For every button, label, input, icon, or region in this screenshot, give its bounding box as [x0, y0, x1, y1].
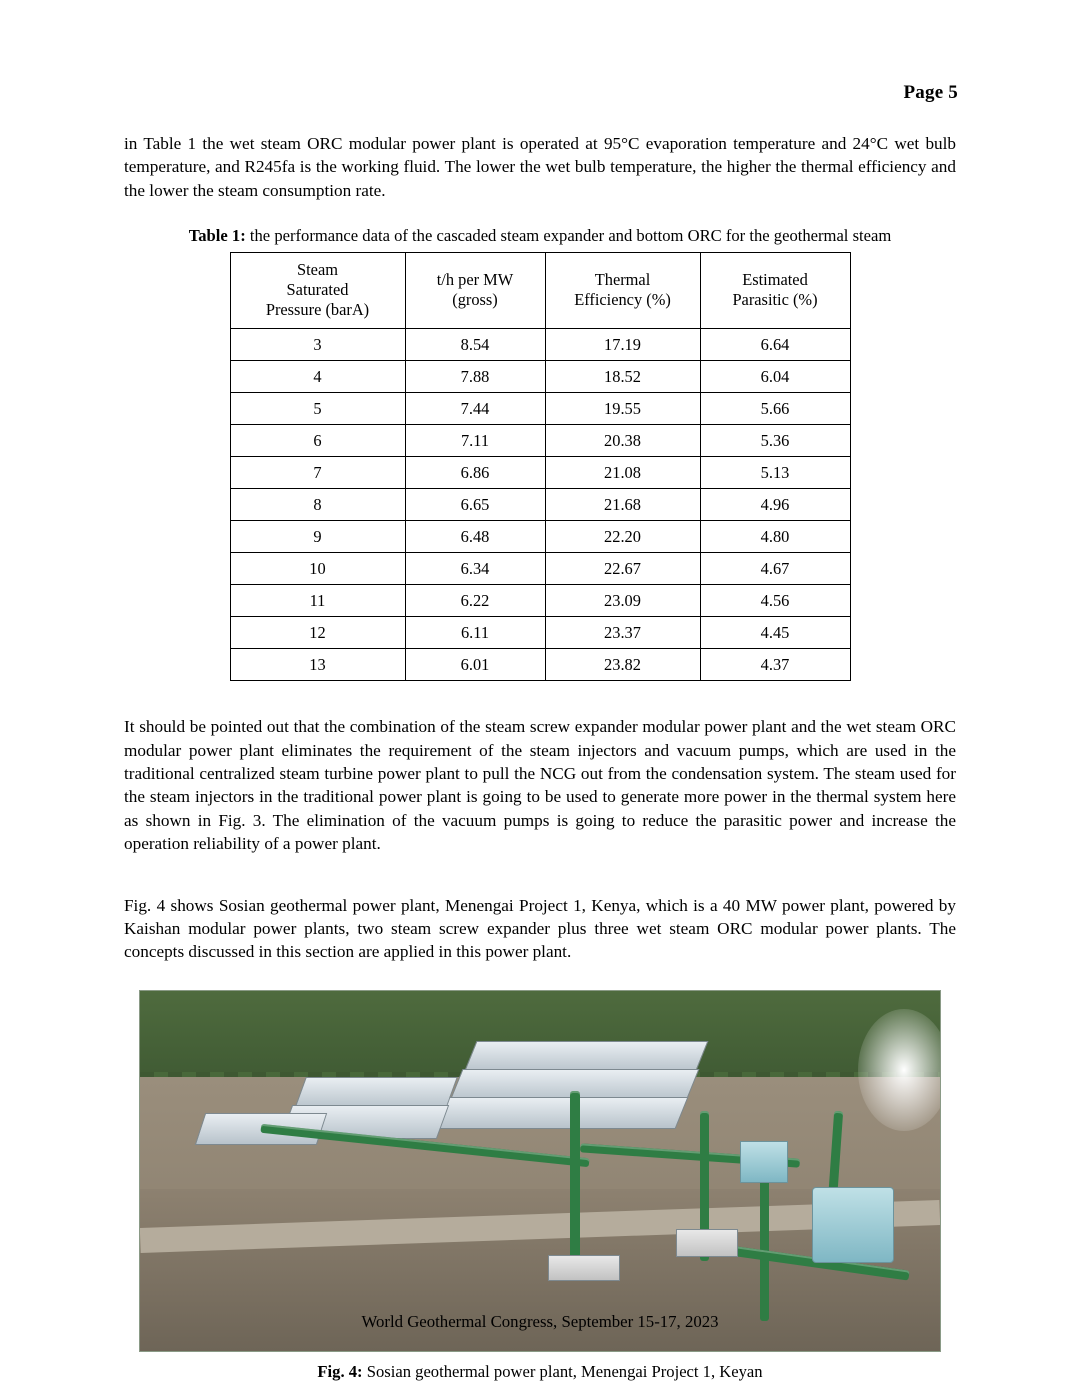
cell-th-per-mw: 7.88: [405, 361, 545, 393]
table-body: [230, 329, 850, 681]
cell-thermal-efficiency: 22.20: [545, 521, 700, 553]
cell-estimated-parasitic: 5.13: [700, 457, 850, 489]
table-row: [230, 457, 850, 489]
cooling-tank: [812, 1187, 894, 1263]
cell-pressure: 5: [230, 393, 405, 425]
header-line: Pressure (barA): [265, 300, 370, 320]
cell-th-per-mw: 6.86: [405, 457, 545, 489]
cell-estimated-parasitic: 6.64: [700, 329, 850, 361]
modular-unit-row: [434, 1097, 689, 1129]
column-header-estimated-parasitic: [700, 253, 850, 329]
cell-thermal-efficiency: 23.09: [545, 585, 700, 617]
paragraph-figure-intro: Fig. 4 shows Sosian geothermal power plant, Menengai Project 1, Kenya, which is a 40 MW power plant, powered by Kaishan modular power plants, two steam screw expander plus three wet steam ORC modular power plants. The concepts discussed in this section are applied in this power plant.: [124, 895, 956, 962]
table-caption-text: the performance data of the cascaded steam expander and bottom ORC for the geothermal steam: [245, 226, 892, 246]
cell-estimated-parasitic: 4.45: [700, 617, 850, 649]
cell-thermal-efficiency: 19.55: [545, 393, 700, 425]
paragraph-intro: in Table 1 the wet steam ORC modular power plant is operated at 95°C evaporation temperature and 24°C wet bulb temperature, and R245fa is the working fluid. The lower the wet bulb temperature, the higher the thermal efficiency and the lower the steam consumption rate.: [124, 134, 956, 200]
header-line: t/h per MW: [436, 270, 514, 290]
table-row: [230, 649, 850, 681]
steam-pipeline: [570, 1091, 580, 1266]
cell-th-per-mw: 6.65: [405, 489, 545, 521]
spacer: [124, 681, 956, 715]
table-header: [230, 253, 850, 329]
column-header-th-per-mw: [405, 253, 545, 329]
cell-thermal-efficiency: 17.19: [545, 329, 700, 361]
header-line: Thermal: [594, 270, 651, 290]
column-header-thermal-efficiency: [545, 253, 700, 329]
page-content: [124, 132, 956, 1382]
cell-estimated-parasitic: 4.80: [700, 521, 850, 553]
cell-pressure: 11: [230, 585, 405, 617]
steam-plume: [858, 1009, 941, 1131]
table-row: [230, 617, 850, 649]
cell-th-per-mw: 7.11: [405, 425, 545, 457]
cell-th-per-mw: 6.48: [405, 521, 545, 553]
table-row: [230, 361, 850, 393]
cell-estimated-parasitic: 4.67: [700, 553, 850, 585]
table-row: [230, 521, 850, 553]
table-caption-label: Table 1:: [188, 226, 246, 246]
table-header-row: [230, 253, 850, 329]
page-footer: World Geothermal Congress, September 15-17, 2023: [361, 1312, 719, 1331]
site-building: [676, 1229, 738, 1257]
table-row: [230, 553, 850, 585]
geothermal-plant-photo: [139, 990, 941, 1352]
cell-pressure: 10: [230, 553, 405, 585]
cell-estimated-parasitic: 4.96: [700, 489, 850, 521]
table-row: [230, 489, 850, 521]
modular-unit-row: [464, 1041, 709, 1073]
cell-estimated-parasitic: 5.36: [700, 425, 850, 457]
performance-data-table: [230, 252, 851, 681]
cell-estimated-parasitic: 4.56: [700, 585, 850, 617]
figure-caption-label: Fig. 4:: [317, 1361, 363, 1381]
cell-pressure: 8: [230, 489, 405, 521]
cell-estimated-parasitic: 4.37: [700, 649, 850, 681]
header-line: Steam: [297, 260, 338, 280]
cell-th-per-mw: 6.22: [405, 585, 545, 617]
table-row: [230, 329, 850, 361]
cell-pressure: 9: [230, 521, 405, 553]
figure-caption: [124, 1362, 956, 1382]
page-number-header: Page 5: [903, 82, 958, 103]
paragraph-after-table: It should be pointed out that the combination of the steam screw expander modular power plant and the wet steam ORC modular power plant eliminates the requirement of the steam injectors and vacuum pumps, which are used in the traditional centralized steam turbine power plant to pull the NCG out from the condensation system. The steam used for the steam injectors in the traditional power plant is going to be used to generate more power in the thermal system here as shown in Fig. 3. The elimination of the vacuum pumps is going to reduce the parasitic power and increase the operation reliability of a power plant.: [124, 717, 956, 854]
header-line: Estimated: [742, 270, 808, 290]
spacer: [124, 872, 956, 894]
modular-unit-row: [294, 1077, 458, 1109]
header-line: (gross): [452, 290, 498, 310]
cell-th-per-mw: 6.01: [405, 649, 545, 681]
figure-caption-text: Sosian geothermal power plant, Menengai Project 1, Keyan: [362, 1361, 763, 1381]
cell-thermal-efficiency: 18.52: [545, 361, 700, 393]
cell-estimated-parasitic: 6.04: [700, 361, 850, 393]
table-row: [230, 585, 850, 617]
cell-estimated-parasitic: 5.66: [700, 393, 850, 425]
cell-th-per-mw: 7.44: [405, 393, 545, 425]
cell-thermal-efficiency: 21.68: [545, 489, 700, 521]
cell-thermal-efficiency: 23.37: [545, 617, 700, 649]
cell-pressure: 7: [230, 457, 405, 489]
cell-pressure: 12: [230, 617, 405, 649]
cell-pressure: 13: [230, 649, 405, 681]
cell-pressure: 3: [230, 329, 405, 361]
cell-pressure: 6: [230, 425, 405, 457]
cell-thermal-efficiency: 21.08: [545, 457, 700, 489]
cell-thermal-efficiency: 23.82: [545, 649, 700, 681]
table-caption: [124, 226, 956, 246]
cell-pressure: 4: [230, 361, 405, 393]
header-line: Saturated: [286, 280, 349, 300]
column-header-pressure: [230, 253, 405, 329]
table-row: [230, 425, 850, 457]
header-line: Parasitic (%): [732, 290, 818, 310]
cell-th-per-mw: 6.34: [405, 553, 545, 585]
cell-th-per-mw: 6.11: [405, 617, 545, 649]
cell-thermal-efficiency: 22.67: [545, 553, 700, 585]
site-building: [548, 1255, 620, 1281]
cell-th-per-mw: 8.54: [405, 329, 545, 361]
header-line: Efficiency (%): [574, 290, 671, 310]
table-row: [230, 393, 850, 425]
cooling-tank: [740, 1141, 788, 1183]
cell-thermal-efficiency: 20.38: [545, 425, 700, 457]
